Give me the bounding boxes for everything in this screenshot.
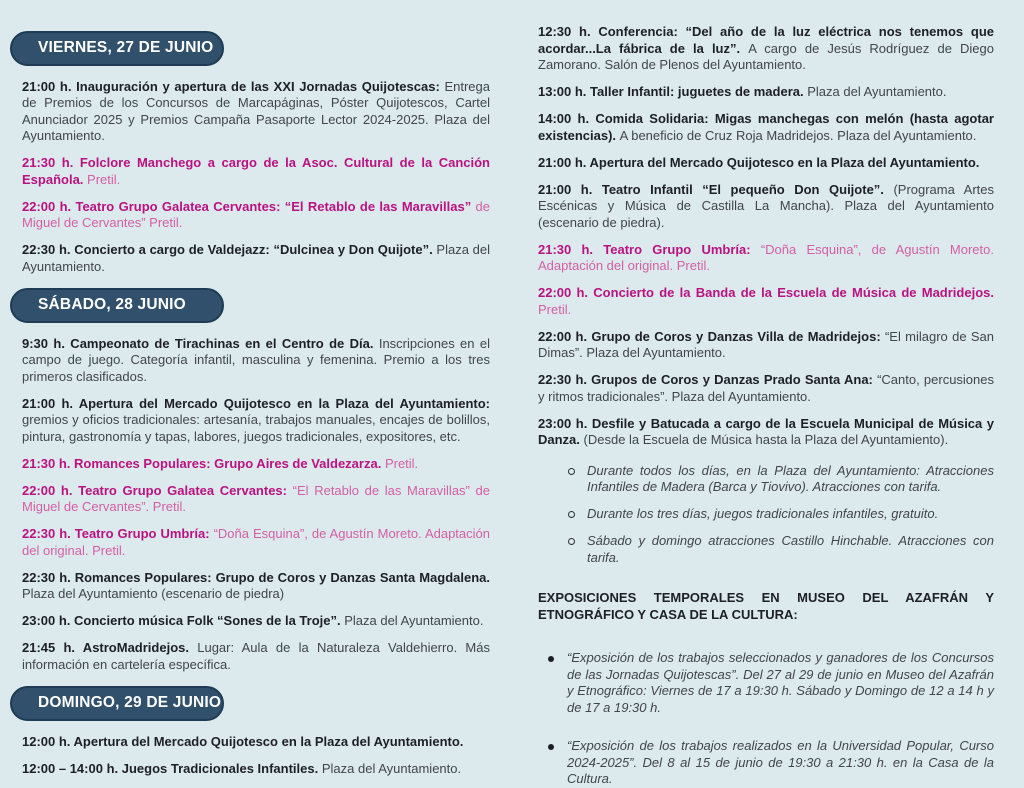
circle-bullet-item: Sábado y domingo atracciones Castillo Hinchable. Atracciones con tarifa. xyxy=(566,533,994,566)
event-text-pink: 22:00 h. Concierto de la Banda de la Escuela de Música de Madridejos. xyxy=(538,285,994,300)
event-item xyxy=(538,111,994,144)
event-text: 22:30 h. Romances Populares: Grupo de Coros y Danzas Santa Magdalena. xyxy=(22,569,490,585)
event-item xyxy=(538,242,994,275)
event-text: 22:00 h. Grupo de Coros y Danzas Villa de Madridejos: xyxy=(538,328,885,344)
event-item xyxy=(22,79,490,145)
expo-bullet-item: “Exposición de los trabajos realizados en la Universidad Popular, Curso 2024-2025”. Del 8 al 15 de junio de 19:30 a 21:30 h. en la Casa de la Cultura. xyxy=(546,738,994,788)
circle-bullet-item: Durante los tres días, juegos tradicionales infantiles, gratuito. xyxy=(566,506,994,523)
event-item xyxy=(538,155,994,172)
event-text-pink: “Doña Esquina”, de Agustín Moreto. Adaptación del original. Pretil. xyxy=(538,241,994,273)
event-text-pink: 21:30 h. Romances Populares: Grupo Aires de Valdezarza. xyxy=(22,455,385,471)
event-item xyxy=(22,734,490,751)
event-text: 23:00 h. Concierto música Folk “Sones de la Troje”. xyxy=(22,613,345,629)
expositions-header: EXPOSICIONES TEMPORALES EN MUSEO DEL AZAFRÁN Y ETNOGRÁFICO Y CASA DE LA CULTURA: xyxy=(538,590,994,622)
event-item xyxy=(22,483,490,516)
event-text: 21:00 h. Inauguración y apertura de las XXI Jornadas Quijotescas: xyxy=(22,78,445,94)
event-text-pink: de Miguel de Cervantes” Pretil. xyxy=(22,198,490,231)
event-text: 12:30 h. Conferencia: “Del año de la luz eléctrica nos tenemos que acordar...La fábrica de la luz”. xyxy=(538,24,994,56)
day-header-pill: SÁBADO, 28 JUNIO xyxy=(10,288,224,323)
event-text: “El milagro de San Dimas”. Plaza del Ayuntamiento. xyxy=(538,328,994,360)
event-text: gremios y oficios tradicionales: artesanía, trabajos manuales, encajes de bolillos, pintura, gastronomía y tapas, labores, juegos tradicionales, expositores, etc. xyxy=(22,412,490,444)
event-text: 21:00 h. Apertura del Mercado Quijotesco en la Plaza del Ayuntamiento. xyxy=(538,154,980,170)
event-text: 22:30 h. Concierto a cargo de Valdejazz: “Dulcinea y Don Quijote”. xyxy=(22,242,437,258)
event-item xyxy=(22,199,490,232)
event-text: (Desde la Escuela de Música hasta la Plaza del Ayuntamiento). xyxy=(583,432,949,447)
event-item xyxy=(22,155,490,188)
event-item xyxy=(22,242,490,275)
event-item xyxy=(538,84,994,101)
event-text-pink: 21:30 h. Teatro Grupo Umbría: xyxy=(538,241,761,257)
event-item xyxy=(22,336,490,386)
event-text-pink: “El Retablo de las Maravillas” de Miguel de Cervantes”. Pretil. xyxy=(22,482,490,515)
event-text-pink: “Doña Esquina”, de Agustín Moreto. Adaptación del original. Pretil. xyxy=(22,526,490,558)
event-text: Lugar: Aula de la Naturaleza Valdehierro. Más información en cartelería específica. xyxy=(22,640,490,672)
day-header-pill: VIERNES, 27 DE JUNIO xyxy=(10,31,224,66)
event-text-pink: 22:30 h. Teatro Grupo Umbría: xyxy=(22,526,214,542)
event-item xyxy=(538,182,994,232)
event-text: 12:00 – 14:00 h. Juegos Tradicionales Infantiles. xyxy=(22,761,322,777)
event-text: Plaza del Ayuntamiento. xyxy=(344,613,484,629)
event-text: 21:00 h. Apertura del Mercado Quijotesco en la Plaza del Ayuntamiento: xyxy=(22,395,490,411)
event-text: 13:00 h. Taller Infantil: juguetes de madera. xyxy=(538,84,808,99)
event-text-pink: Pretil. xyxy=(384,455,419,471)
event-text-pink: 22:00 h. Teatro Grupo Galatea Cervantes: “El Retablo de las Maravillas” xyxy=(22,198,476,214)
day-header-pill: DOMINGO, 29 DE JUNIO xyxy=(10,686,224,721)
event-item xyxy=(22,456,490,473)
event-text: 21:00 h. Teatro Infantil “El pequeño Don Quijote”. xyxy=(538,181,894,197)
event-text: (Programa Artes Escénicas y Música de Castilla La Mancha). Plaza del Ayuntamiento (escenario de piedra). xyxy=(538,181,994,230)
right-column xyxy=(538,24,994,786)
circle-bullet-item: Durante todos los días, en la Plaza del Ayuntamiento: Atracciones Infantiles de Madera (Barca y Tiovivo). Atracciones con tarifa. xyxy=(566,463,994,496)
event-item xyxy=(538,24,994,74)
expo-bullet-list xyxy=(546,650,994,788)
event-text: A cargo de Jesús Rodríguez de Diego Zamorano. Salón de Plenos del Ayuntamiento. xyxy=(538,40,994,72)
event-item xyxy=(538,416,994,449)
event-text-pink: 21:30 h. Folclore Manchego a cargo de la Asoc. Cultural de la Canción Española. xyxy=(22,155,490,187)
left-column xyxy=(22,24,491,777)
event-text: Inscripciones en el campo de juego. Categoría infantil, masculina y femenina. Premio a los tres primeros clasificados. xyxy=(22,335,491,384)
event-text: Plaza del Ayuntamiento. xyxy=(22,242,490,274)
event-item xyxy=(22,761,490,778)
event-text: Plaza del Ayuntamiento. xyxy=(321,761,462,777)
event-text: 22:30 h. Grupos de Coros y Danzas Prado Santa Ana: xyxy=(538,372,878,387)
event-item xyxy=(538,329,994,362)
event-item xyxy=(538,372,994,405)
event-text: 9:30 h. Campeonato de Tirachinas en el Centro de Día. xyxy=(22,335,379,351)
event-item xyxy=(22,640,490,673)
event-text: 14:00 h. Comida Solidaria: Migas manchegas con melón (hasta agotar existencias). xyxy=(538,111,994,143)
event-text: 21:45 h. AstroMadridejos. xyxy=(22,640,198,656)
expo-bullet-item: “Exposición de los trabajos seleccionados y ganadores de los Concursos de las Jornadas Quijotescas”. Del 27 al 29 de junio en Museo del Azafrán y Etnográfico: Viernes de 17 a 19:30 h. Sábado y Domingo de 12 a 14 h y de 17 a 19:30 h. xyxy=(546,650,994,716)
circle-bullet-list xyxy=(566,463,994,567)
event-text: Plaza del Ayuntamiento (escenario de piedra) xyxy=(22,586,285,602)
event-item xyxy=(538,285,994,318)
event-text-pink: Pretil. xyxy=(87,171,121,187)
event-text-pink: 22:00 h. Teatro Grupo Galatea Cervantes: xyxy=(22,482,293,498)
event-item xyxy=(22,526,490,559)
event-text: Entrega de Premios de los Concursos de Marcapáginas, Póster Quijotescos, Cartel Anunciador 2025 y Premios Campaña Pasaporte Lector 2024-2025. Plaza del Ayuntamiento. xyxy=(22,78,490,144)
event-item xyxy=(22,396,490,446)
event-text: 12:00 h. Apertura del Mercado Quijotesco en la Plaza del Ayuntamiento. xyxy=(22,734,464,750)
event-text-pink: Pretil. xyxy=(538,301,572,317)
event-item xyxy=(22,570,490,603)
event-text: 23:00 h. Desfile y Batucada a cargo de la Escuela Municipal de Música y Danza. xyxy=(538,415,994,447)
event-item xyxy=(22,613,490,630)
event-text: Plaza del Ayuntamiento. xyxy=(807,84,947,99)
event-text: “Canto, percusiones y ritmos tradicionales”. Plaza del Ayuntamiento. xyxy=(538,372,994,404)
event-text: A beneficio de Cruz Roja Madridejos. Plaza del Ayuntamiento. xyxy=(619,127,977,143)
